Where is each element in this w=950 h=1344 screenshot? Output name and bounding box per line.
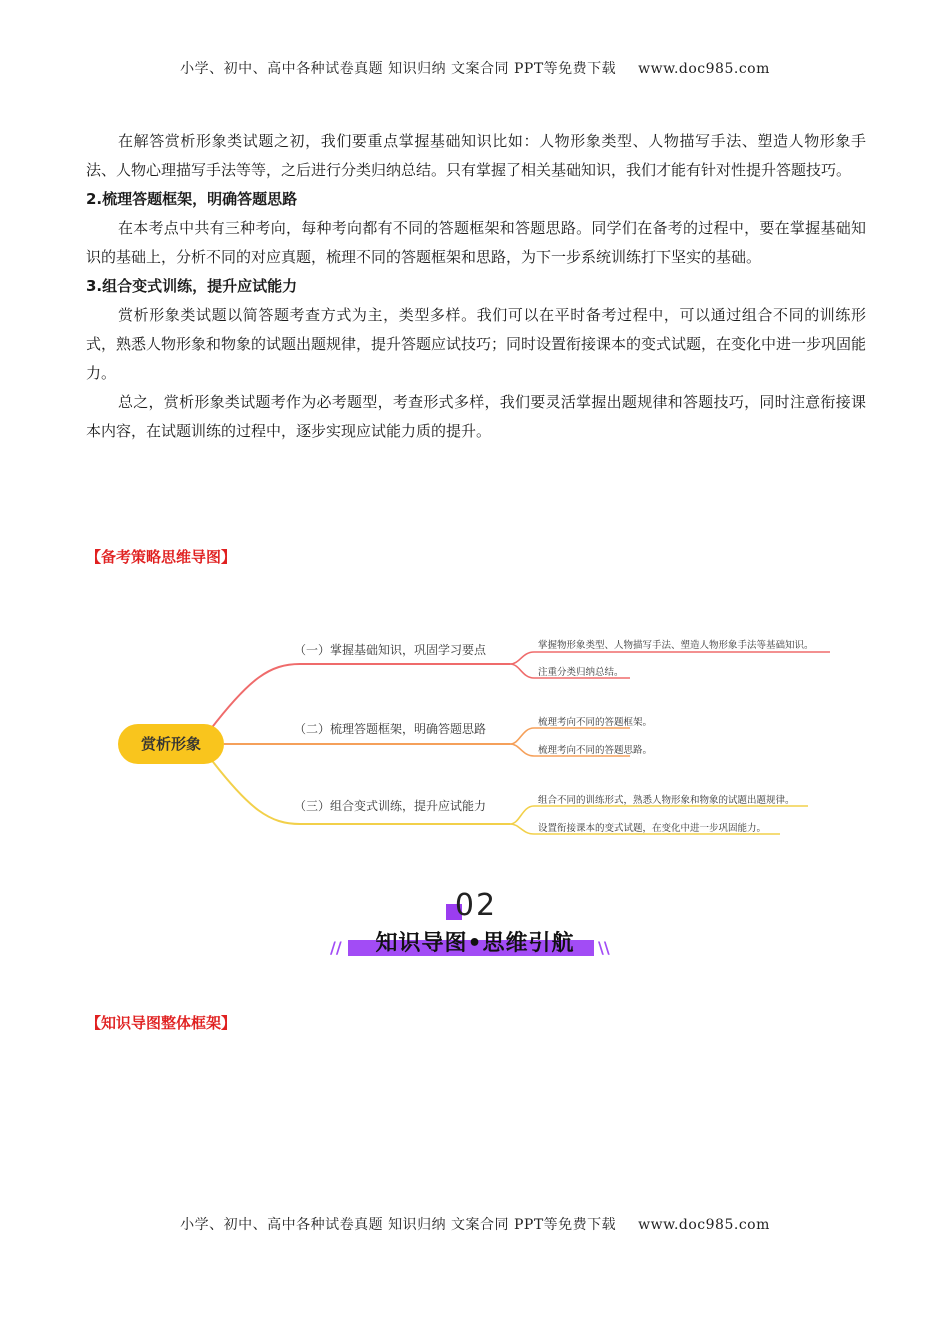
header-text: 小学、初中、高中各种试卷真题 知识归纳 文案合同 PPT等免费下载	[180, 61, 617, 77]
leaf-3-2: 设置衔接课本的变式试题，在变化中进一步巩固能力。	[538, 823, 767, 834]
subheading-3: 3.组合变式训练，提升应试能力	[86, 277, 298, 295]
strategy-mindmap	[110, 618, 840, 848]
banner-number: 02	[454, 888, 498, 923]
article-body	[86, 127, 866, 446]
paragraph-3: 赏析形象类试题以简答题考查方式为主，类型多样。我们可以在平时备考过程中，可以通过组合不同的训练形式，熟悉人物形象和物象的试题出题规律，提升答题应试技巧；同时设置衔接课本的变式试题，在变化中进一步巩固能力。	[86, 306, 867, 382]
leaf-2-2: 梳理考向不同的答题思路。	[538, 745, 653, 756]
leaf-3-1: 组合不同的训练形式，熟悉人物形象和物象的试题出题规律。	[538, 795, 795, 806]
banner-slash-left: //	[330, 938, 342, 957]
subheading-2: 2.梳理答题框架，明确答题思路	[86, 190, 298, 208]
branch-label-3: （三）组合变式训练，提升应试能力	[294, 799, 487, 813]
connector-leaf-1-1	[510, 652, 830, 664]
paragraph-2: 在本考点中共有三种考向，每种考向都有不同的答题框架和答题思路。同学们在备考的过程中，要在掌握基础知识的基础上，分析不同的对应真题，梳理不同的答题框架和思路，为下一步系统训练打下坚实的基础。	[86, 219, 866, 266]
footer-text: 小学、初中、高中各种试卷真题 知识归纳 文案合同 PPT等免费下载	[180, 1217, 617, 1233]
header-site[interactable]: www.doc985.com	[638, 61, 770, 77]
section-banner	[330, 888, 620, 968]
mindmap-center-node: 赏析形象	[118, 724, 224, 764]
section-title-knowledge-framework: 【知识导图整体框架】	[86, 1014, 237, 1032]
connector-branch-3	[210, 758, 510, 824]
footer-site[interactable]: www.doc985.com	[638, 1217, 770, 1233]
banner-title: 知识导图•思维引航	[375, 931, 575, 956]
leaf-1-1: 掌握物形象类型、人物描写手法、塑造人物形象手法等基础知识。	[538, 640, 814, 651]
page-footer	[0, 1214, 950, 1234]
section-title-strategy-mindmap: 【备考策略思维导图】	[86, 548, 237, 566]
branch-label-1: （一）掌握基础知识，巩固学习要点	[294, 643, 487, 657]
page-header	[0, 58, 950, 78]
branch-label-2: （二）梳理答题框架，明确答题思路	[294, 722, 487, 736]
paragraph-4: 总之，赏析形象类试题考作为必考题型，考查形式多样，我们要灵活掌握出题规律和答题技巧，同时注意衔接课本内容，在试题训练的过程中，逐步实现应试能力质的提升。	[86, 393, 866, 440]
leaf-2-1: 梳理考向不同的答题框架。	[538, 717, 653, 728]
banner-slash-right: \\	[598, 938, 610, 957]
paragraph-1: 在解答赏析形象类试题之初，我们要重点掌握基础知识比如：人物形象类型、人物描写手法、塑造人物形象手法、人物心理描写手法等等，之后进行分类归纳总结。只有掌握了相关基础知识，我们才能有针对性提升答题技巧。	[86, 132, 866, 179]
leaf-1-2: 注重分类归纳总结。	[538, 667, 624, 678]
